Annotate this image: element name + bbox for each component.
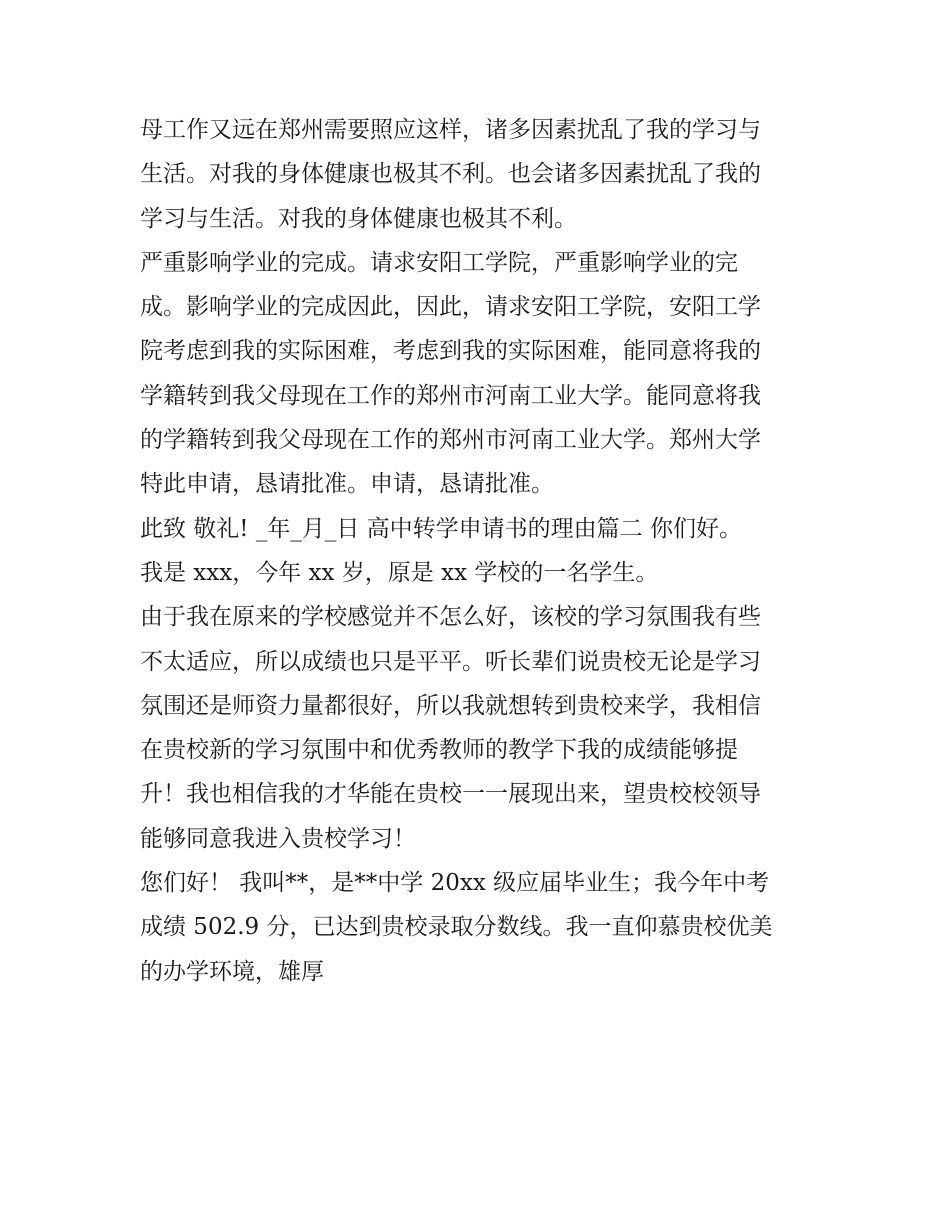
- text-line: 成绩 502.9 分，已达到贵校录取分数线。我一直仰慕贵校优美: [140, 914, 773, 941]
- text-line: 严重影响学业的完成。请求安阳工学院，严重影响学业的完: [140, 249, 738, 276]
- text-line: 学籍转到我父母现在工作的郑州市河南工业大学。能同意将我: [140, 382, 761, 409]
- text-line: 学习与生活。对我的身体健康也极其不利。: [140, 205, 577, 232]
- text-line: 我是 xxx，今年 xx 岁，原是 xx 学校的一名学生。: [140, 559, 659, 586]
- text-line: 生活。对我的身体健康也极其不利。也会诸多因素扰乱了我的: [140, 161, 761, 188]
- text-line: 升！我也相信我的才华能在贵校一一展现出来，望贵校校领导: [140, 781, 761, 808]
- text-line: 能够同意我进入贵校学习！: [140, 825, 416, 852]
- text-line: 成。影响学业的完成因此，因此，请求安阳工学院，安阳工学: [140, 294, 761, 321]
- text-line: 此致 敬礼! _年_月_日 高中转学申请书的理由篇二 你们好。: [140, 515, 742, 542]
- text-line: 在贵校新的学习氛围中和优秀教师的教学下我的成绩能够提: [140, 737, 738, 764]
- text-line: 特此申请，恳请批准。申请，恳请批准。: [140, 471, 554, 498]
- document-body: [140, 108, 820, 994]
- text-line: 不太适应，所以成绩也只是平平。听长辈们说贵校无论是学习: [140, 648, 761, 675]
- text-line: 的办学环境，雄厚: [140, 958, 324, 985]
- text-line: 母工作又远在郑州需要照应这样，诸多因素扰乱了我的学习与: [140, 117, 761, 143]
- text-line: 的学籍转到我父母现在工作的郑州市河南工业大学。郑州大学: [140, 427, 761, 454]
- text-line: 院考虑到我的实际困难，考虑到我的实际困难，能同意将我的: [140, 338, 761, 365]
- text-line: 您们好！ 我叫**，是**中学 20xx 级应届毕业生；我今年中考: [140, 870, 770, 897]
- text-line: 由于我在原来的学校感觉并不怎么好，该校的学习氛围我有些: [140, 604, 761, 631]
- text-line: 氛围还是师资力量都很好，所以我就想转到贵校来学，我相信: [140, 692, 761, 719]
